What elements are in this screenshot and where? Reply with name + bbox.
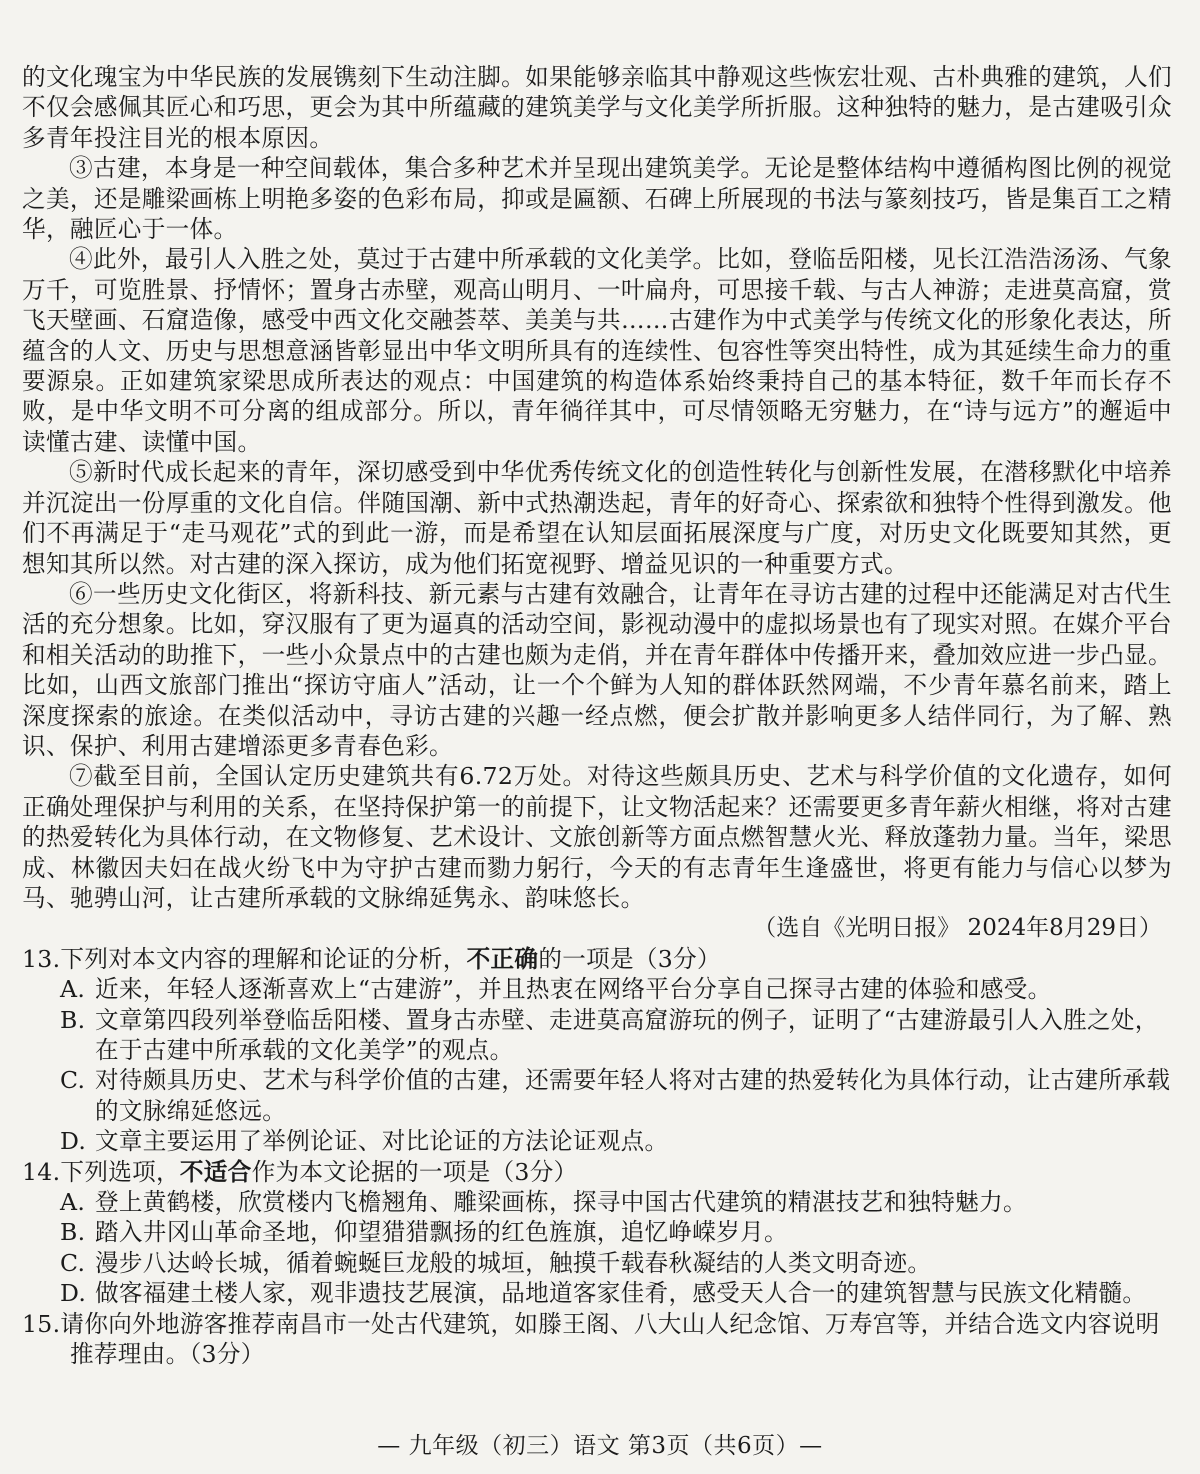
paragraph-5: ⑤新时代成长起来的青年，深切感受到中华优秀传统文化的创造性转化与创新性发展，在潜移默化中培养并沉淀出一份厚重的文化自信。伴随国潮、新中式热潮迭起，青年的好奇心、探索欲和独特个性得到激发。他们不再满足于“走马观花”式的到此一游，而是希望在认知层面拓展深度与广度，对历史文化既要知其然，更想知其所以然。对古建的深入探访，成为他们拓宽视野、增益见识的一种重要方式。 bbox=[22, 458, 1172, 578]
question-13 bbox=[22, 944, 1172, 1157]
question-14 bbox=[22, 1157, 1172, 1309]
article-source: （选自《光明日报》 2024年8月29日） bbox=[753, 915, 1162, 942]
page-footer: — 九年级（初三）语文 第3页（共6页）— bbox=[377, 1433, 823, 1459]
option-a bbox=[22, 1187, 1172, 1217]
paragraph-3: ③古建，本身是一种空间载体，集合多种艺术并呈现出建筑美学。无论是整体结构中遵循构图比例的视觉之美，还是雕梁画栋上明艳多姿的色彩布局，抑或是匾额、石碑上所展现的书法与篆刻技巧，皆是集百工之精华，融匠心于一体。 bbox=[22, 154, 1172, 244]
option-letter: A. bbox=[60, 975, 86, 1004]
option-d bbox=[22, 1126, 1172, 1156]
question-stem bbox=[22, 1157, 1172, 1187]
paragraph-continued: 的文化瑰宝为中华民族的发展镌刻下生动注脚。如果能够亲临其中静观这些恢宏壮观、古朴典雅的建筑，人们不仅会感佩其匠心和巧思，更会为其中所蕴藏的建筑美学与文化美学所折服。这种独特的魅力，是古建吸引众多青年投注目光的根本原因。 bbox=[22, 63, 1172, 152]
option-letter: C. bbox=[60, 1066, 86, 1095]
option-b bbox=[22, 1005, 1172, 1066]
option-text: 做客福建土楼人家，观非遗技艺展演，品地道客家佳肴，感受天人合一的建筑智慧与民族文化精髓。 bbox=[95, 1279, 1147, 1308]
option-letter: D. bbox=[60, 1127, 87, 1156]
question-stem: 15.请你向外地游客推荐南昌市一处古代建筑，如滕王阁、八大山人纪念馆、万寿宫等，并结合选文内容说明推荐理由。（3分） bbox=[22, 1309, 1160, 1369]
option-letter: B. bbox=[60, 1005, 86, 1034]
paragraph-7: ⑦截至目前，全国认定历史建筑共有6.72万处。对待这些颇具历史、艺术与科学价值的文化遗存，如何正确处理保护与利用的关系，在坚持保护第一的前提下，让文物活起来？还需要更多青年薪火相继，将对古建的热爱转化为具体行动，在文物修复、艺术设计、文旅创新等方面点燃智慧火光、释放蓬勃力量。当年，梁思成、林徽因夫妇在战火纷飞中为守护古建而勠力躬行，今天的有志青年生逢盛世，将更有能力与信心以梦为马、驰骋山河，让古建所承载的文脉绵延隽永、韵味悠长。 bbox=[22, 762, 1172, 912]
option-letter: B. bbox=[60, 1218, 86, 1247]
question-15 bbox=[22, 1309, 1172, 1370]
option-text: 近来，年轻人逐渐喜欢上“古建游”，并且热衷在网络平台分享自己探寻古建的体验和感受。 bbox=[95, 975, 1052, 1004]
question-emphasis: 不适合 bbox=[179, 1157, 252, 1186]
paragraph-4: ④此外，最引人入胜之处，莫过于古建中所承载的文化美学。比如，登临岳阳楼，见长江浩浩汤汤、气象万千，可览胜景、抒情怀；置身古赤壁，观高山明月、一叶扁舟，可思接千载、与古人神游；走进莫高窟，赏飞天壁画、石窟造像，感受中西文化交融荟萃、美美与共……古建作为中式美学与传统文化的形象化表达，所蕴含的人文、历史与思想意涵皆彰显出中华文明所具有的连续性、包容性等突出特性，成为其延续生命力的重要源泉。正如建筑家梁思成所表达的观点：中国建筑的构造体系始终秉持自己的基本特征，数千年而长存不败，是中华文明不可分离的组成部分。所以，青年徜徉其中，可尽情领略无穷魅力，在“诗与远方”的邂逅中读懂古建、读懂中国。 bbox=[22, 245, 1172, 456]
option-c bbox=[22, 1248, 1172, 1278]
option-c bbox=[22, 1065, 1172, 1126]
option-letter: D. bbox=[60, 1279, 87, 1308]
option-text: 对待颇具历史、艺术与科学价值的古建，还需要年轻人将对古建的热爱转化为具体行动，让古建所承载的文脉绵延悠远。 bbox=[95, 1066, 1171, 1125]
option-letter: C. bbox=[60, 1248, 86, 1277]
option-text: 文章主要运用了举例论证、对比论证的方法论证观点。 bbox=[95, 1127, 669, 1156]
question-stem-post: 的一项是（3分） bbox=[538, 944, 721, 973]
option-a bbox=[22, 974, 1172, 1004]
option-text: 文章第四段列举登临岳阳楼、置身古赤壁、走进莫高窟游玩的例子，证明了“古建游最引人入胜之处，在于古建中所承载的文化美学”的观点。 bbox=[95, 1005, 1159, 1064]
option-text: 踏入井冈山革命圣地，仰望猎猎飘扬的红色旌旗，追忆峥嵘岁月。 bbox=[95, 1218, 788, 1247]
option-text: 漫步八达岭长城，循着蜿蜒巨龙般的城垣，触摸千载春秋凝结的人类文明奇迹。 bbox=[95, 1248, 932, 1277]
question-stem-post: 作为本文论据的一项是（3分） bbox=[251, 1157, 578, 1186]
option-text: 登上黄鹤楼，欣赏楼内飞檐翘角、雕梁画栋，探寻中国古代建筑的精湛技艺和独特魅力。 bbox=[95, 1188, 1027, 1217]
option-b bbox=[22, 1217, 1172, 1247]
question-stem-pre: 13.下列对本文内容的理解和论证的分析， bbox=[22, 944, 467, 973]
option-d bbox=[22, 1278, 1172, 1308]
paragraph-6: ⑥一些历史文化街区，将新科技、新元素与古建有效融合，让青年在寻访古建的过程中还能满足对古代生活的充分想象。比如，穿汉服有了更为逼真的活动空间，影视动漫中的虚拟场景也有了现实对照。在媒介平台和相关活动的助推下，一些小众景点中的古建也颇为走俏，并在青年群体中传播开来，叠加效应进一步凸显。比如，山西文旅部门推出“探访守庙人”活动，让一个个鲜为人知的群体跃然网端，不少青年慕名前来，踏上深度探索的旅途。在类似活动中，寻访古建的兴趣一经点燃，便会扩散并影响更多人结伴同行，为了解、熟识、保护、利用古建增添更多青春色彩。 bbox=[22, 579, 1172, 760]
page-content bbox=[22, 62, 1172, 1369]
option-letter: A. bbox=[60, 1188, 86, 1217]
question-stem-pre: 14.下列选项， bbox=[22, 1157, 180, 1186]
question-emphasis: 不正确 bbox=[466, 944, 539, 973]
question-stem bbox=[22, 944, 1172, 974]
